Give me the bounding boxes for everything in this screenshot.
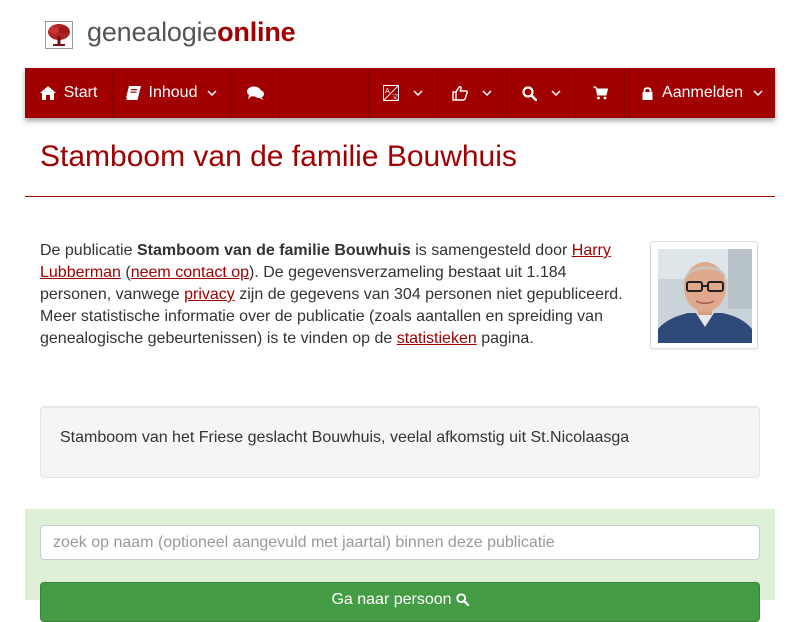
book-icon xyxy=(126,86,141,100)
intro-text: is samengesteld door xyxy=(410,242,572,259)
author-link[interactable]: Harry Lubberman xyxy=(40,242,611,281)
svg-text:A: A xyxy=(385,87,390,95)
thumbs-up-icon xyxy=(452,86,468,101)
contact-link[interactable]: neem contact op xyxy=(130,264,250,281)
main-navbar xyxy=(25,68,775,118)
publication-intro xyxy=(40,240,630,350)
chevron-down-icon xyxy=(482,90,492,96)
family-tree-logo-icon[interactable] xyxy=(45,21,73,49)
chevron-down-icon xyxy=(207,90,217,96)
nav-recommend-dropdown[interactable] xyxy=(438,68,506,118)
chevron-down-icon xyxy=(753,90,763,96)
nav-login-label: Aanmelden xyxy=(662,84,743,101)
site-logo-text[interactable] xyxy=(87,17,295,48)
page-title: Stamboom van de familie Bouwhuis xyxy=(40,140,517,173)
nav-divider xyxy=(279,68,280,118)
home-icon xyxy=(40,86,56,100)
nav-inhoud-label: Inhoud xyxy=(148,84,198,101)
intro-text: pagina. xyxy=(476,330,534,347)
logo-genealogie: genealogie xyxy=(87,17,218,47)
intro-text: zijn de gegevens van 304 personen niet gepubliceerd. Meer statistische informatie over de publicatie (zoals aantallen en spreiding van genealogische gebeurtenissen) is te vinden op de xyxy=(40,286,623,347)
go-to-person-button[interactable] xyxy=(40,582,760,622)
nav-divider xyxy=(624,68,625,118)
nav-search-dropdown[interactable] xyxy=(507,68,575,118)
author-photo xyxy=(658,249,752,343)
title-divider xyxy=(25,196,775,197)
intro-text: ). De gegevensverzameling bestaat uit 1.184 personen, vanwege xyxy=(40,264,567,303)
header xyxy=(0,0,800,68)
privacy-link[interactable]: privacy xyxy=(184,286,235,303)
intro-text: ( xyxy=(120,264,131,281)
person-search-input[interactable] xyxy=(40,525,760,560)
go-to-person-label: Ga naar persoon xyxy=(331,591,452,608)
nav-start-label: Start xyxy=(63,84,98,101)
logo-online: online xyxy=(217,17,296,47)
publication-description xyxy=(40,406,760,478)
nav-language-dropdown[interactable] xyxy=(369,68,437,118)
svg-text:文: 文 xyxy=(391,93,399,101)
description-text: Stamboom van het Friese geslacht Bouwhuis, veelal afkomstig uit St.Nicolaasga xyxy=(60,429,630,446)
lock-icon xyxy=(642,86,653,100)
chevron-down-icon xyxy=(551,90,561,96)
comments-icon xyxy=(247,86,264,100)
translate-icon xyxy=(383,85,399,101)
publication-name: Stamboom van de familie Bouwhuis xyxy=(136,242,411,259)
author-photo-frame[interactable] xyxy=(650,241,758,349)
nav-shop[interactable] xyxy=(576,68,624,118)
cart-icon xyxy=(593,86,608,100)
chevron-down-icon xyxy=(413,90,423,96)
nav-start[interactable] xyxy=(25,68,112,118)
person-search-panel xyxy=(25,509,775,608)
intro-text: De publicatie xyxy=(40,242,137,259)
nav-forum[interactable] xyxy=(231,68,279,118)
search-icon xyxy=(522,86,537,101)
nav-inhoud-dropdown[interactable] xyxy=(113,68,230,118)
statistics-link[interactable]: statistieken xyxy=(396,330,477,347)
nav-login-dropdown[interactable] xyxy=(630,68,775,118)
